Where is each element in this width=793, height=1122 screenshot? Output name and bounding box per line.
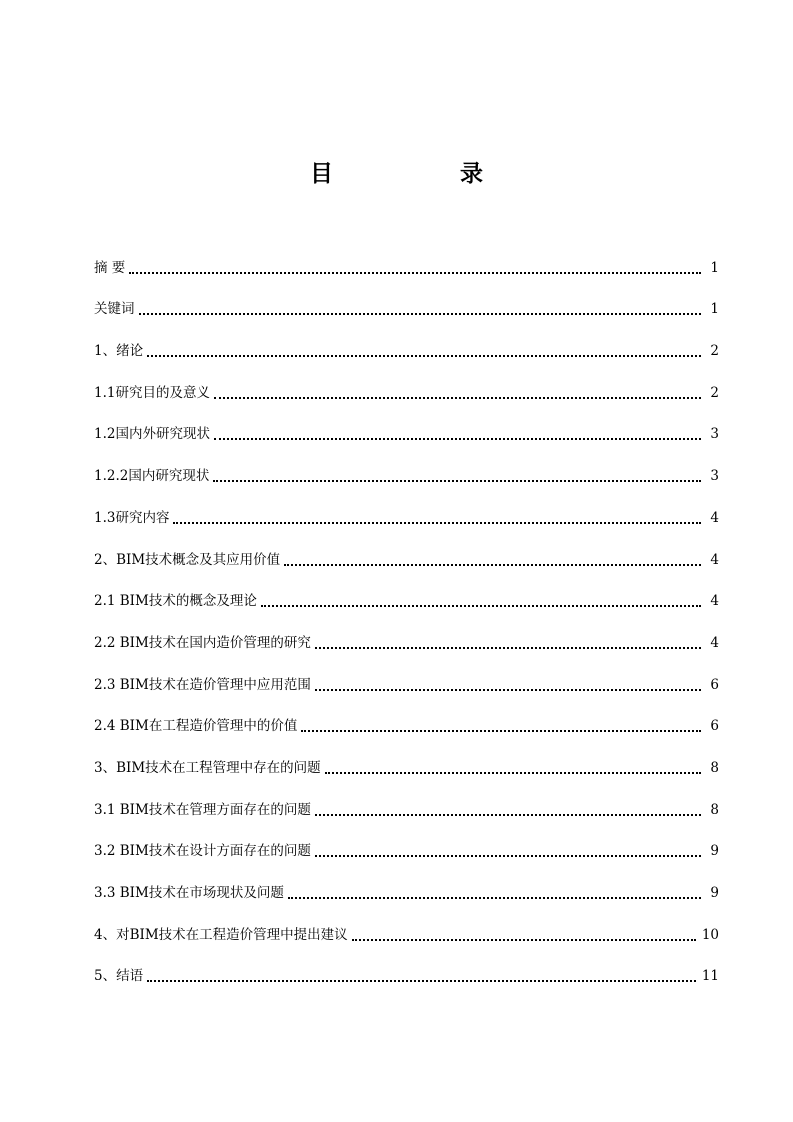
toc-dot-leader xyxy=(147,979,696,982)
toc-entry-2-3[interactable] xyxy=(94,653,719,695)
toc-dot-leader xyxy=(261,604,701,607)
table-of-contents xyxy=(94,236,719,986)
toc-dot-leader xyxy=(315,646,701,649)
toc-dot-leader xyxy=(325,771,701,774)
toc-entry-label: 2.3 BIM技术在造价管理中应用范围 xyxy=(94,676,311,693)
toc-entry-label: 摘 要 xyxy=(94,259,126,276)
toc-page-number: 8 xyxy=(710,759,719,776)
toc-entry-1-2[interactable] xyxy=(94,403,719,445)
toc-page-number: 1 xyxy=(710,259,719,276)
toc-entry-label: 关键词 xyxy=(94,301,135,318)
toc-page-number: 10 xyxy=(701,926,719,943)
toc-dot-leader xyxy=(315,688,701,691)
toc-entry-label: 3.1 BIM技术在管理方面存在的问题 xyxy=(94,801,311,818)
toc-page-number: 6 xyxy=(710,676,719,693)
toc-entry-label: 2.4 BIM在工程造价管理中的价值 xyxy=(94,718,298,735)
toc-dot-leader xyxy=(147,354,701,357)
toc-dot-leader xyxy=(315,813,701,816)
toc-page-number: 3 xyxy=(710,468,719,485)
toc-entry-label: 1、绪论 xyxy=(94,343,144,360)
toc-page-number: 9 xyxy=(710,843,719,860)
toc-entry-label: 3、BIM技术在工程管理中存在的问题 xyxy=(94,759,321,776)
toc-page-number: 6 xyxy=(710,718,719,735)
toc-dot-leader xyxy=(352,938,696,941)
toc-entry-label: 3.2 BIM技术在设计方面存在的问题 xyxy=(94,843,311,860)
toc-entry-5[interactable] xyxy=(94,945,719,987)
toc-dot-leader xyxy=(214,437,701,440)
toc-page-number: 8 xyxy=(710,801,719,818)
toc-dot-leader xyxy=(301,729,701,732)
toc-page-number: 4 xyxy=(710,509,719,526)
toc-page-number: 4 xyxy=(710,593,719,610)
toc-page-number: 4 xyxy=(710,551,719,568)
toc-entry-1-3[interactable] xyxy=(94,486,719,528)
toc-page-number: 9 xyxy=(710,885,719,901)
toc-dot-leader xyxy=(284,563,701,566)
toc-entry-label: 1.2.2国内研究现状 xyxy=(94,468,210,485)
toc-entry-2[interactable] xyxy=(94,528,719,570)
toc-dot-leader xyxy=(213,479,701,482)
toc-entry-3[interactable] xyxy=(94,736,719,778)
toc-entry-label: 4、对BIM技术在工程造价管理中提出建议 xyxy=(94,926,348,943)
toc-entry-1[interactable] xyxy=(94,319,719,361)
toc-page-number: 1 xyxy=(710,301,719,318)
toc-entry-label: 3.3 BIM技术在市场现状及问题 xyxy=(94,885,284,901)
toc-page-number: 4 xyxy=(710,634,719,651)
toc-page-number: 2 xyxy=(710,343,719,360)
toc-entry-label: 1.2国内外研究现状 xyxy=(94,426,210,443)
toc-entry-abstract[interactable] xyxy=(94,236,719,278)
toc-page-number: 2 xyxy=(710,384,719,401)
toc-page-number: 3 xyxy=(710,426,719,443)
toc-entry-label: 5、结语 xyxy=(94,968,144,985)
toc-entry-label: 2.1 BIM技术的概念及理论 xyxy=(94,593,257,610)
toc-dot-leader xyxy=(214,396,701,399)
toc-dot-leader xyxy=(139,312,702,315)
toc-entry-4[interactable] xyxy=(94,903,719,945)
toc-dot-leader xyxy=(315,854,701,857)
toc-dot-leader xyxy=(129,271,701,274)
toc-entry-label: 2.2 BIM技术在国内造价管理的研究 xyxy=(94,634,311,651)
toc-dot-leader xyxy=(288,896,701,899)
toc-entry-1-2-2[interactable] xyxy=(94,444,719,486)
toc-entry-3-2[interactable] xyxy=(94,820,719,862)
toc-page-number: 11 xyxy=(701,968,719,985)
toc-entry-2-1[interactable] xyxy=(94,570,719,612)
toc-entry-1-1[interactable] xyxy=(94,361,719,403)
toc-entry-2-2[interactable] xyxy=(94,611,719,653)
toc-entry-2-4[interactable] xyxy=(94,695,719,737)
toc-entry-3-1[interactable] xyxy=(94,778,719,820)
toc-entry-label: 1.1研究目的及意义 xyxy=(94,384,210,401)
page-title: 目 录 xyxy=(310,161,535,187)
toc-entry-3-3[interactable] xyxy=(94,861,719,903)
toc-entry-label: 1.3研究内容 xyxy=(94,509,170,526)
toc-entry-keywords[interactable] xyxy=(94,278,719,320)
toc-dot-leader xyxy=(173,521,701,524)
toc-entry-label: 2、BIM技术概念及其应用价值 xyxy=(94,551,281,568)
